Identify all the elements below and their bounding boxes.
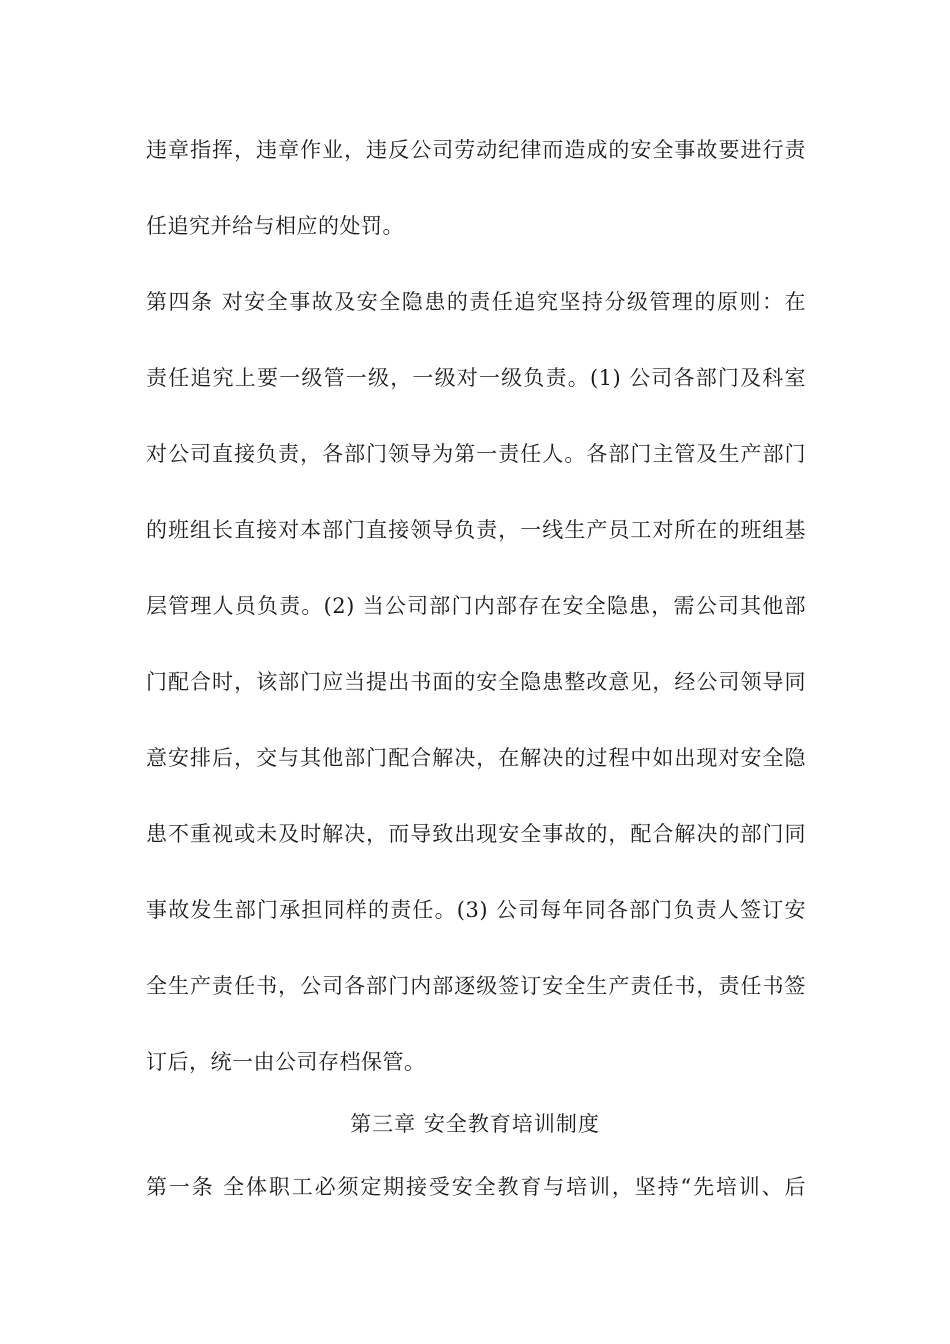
paragraph-line: 门配合时，该部门应当提出书面的安全隐患整改意见，经公司领导同: [146, 670, 806, 694]
article-4-line: 第四条 对安全事故及安全隐患的责任追究坚持分级管理的原则：在: [146, 290, 806, 314]
paragraph-line: 意安排后，交与其他部门配合解决，在解决的过程中如出现对安全隐: [146, 746, 806, 770]
paragraph-line: 对公司直接负责，各部门领导为第一责任人。各部门主管及生产部门: [146, 442, 806, 466]
paragraph-line: 订后，统一由公司存档保管。: [146, 1050, 426, 1074]
paragraph-line: 的班组长直接对本部门直接领导负责，一线生产员工对所在的班组基: [146, 518, 806, 542]
paragraph-line: 任追究并给与相应的处罚。: [146, 214, 404, 238]
paragraph-line: 事故发生部门承担同样的责任。(3) 公司每年同各部门负责人签订安: [146, 898, 806, 922]
paragraph-line: 全生产责任书，公司各部门内部逐级签订安全生产责任书，责任书签: [146, 974, 806, 998]
paragraph-line: 违章指挥，违章作业，违反公司劳动纪律而造成的安全事故要进行责: [146, 138, 806, 162]
chapter-heading: 第三章 安全教育培训制度: [350, 1112, 600, 1136]
article-1-line: 第一条 全体职工必须定期接受安全教育与培训，坚持“先培训、后: [146, 1175, 806, 1199]
paragraph-line: 层管理人员负责。(2) 当公司部门内部存在安全隐患，需公司其他部: [146, 594, 806, 618]
paragraph-line: 责任追究上要一级管一级，一级对一级负责。(1) 公司各部门及科室: [146, 366, 806, 390]
paragraph-line: 患不重视或未及时解决，而导致出现安全事故的，配合解决的部门同: [146, 822, 806, 846]
